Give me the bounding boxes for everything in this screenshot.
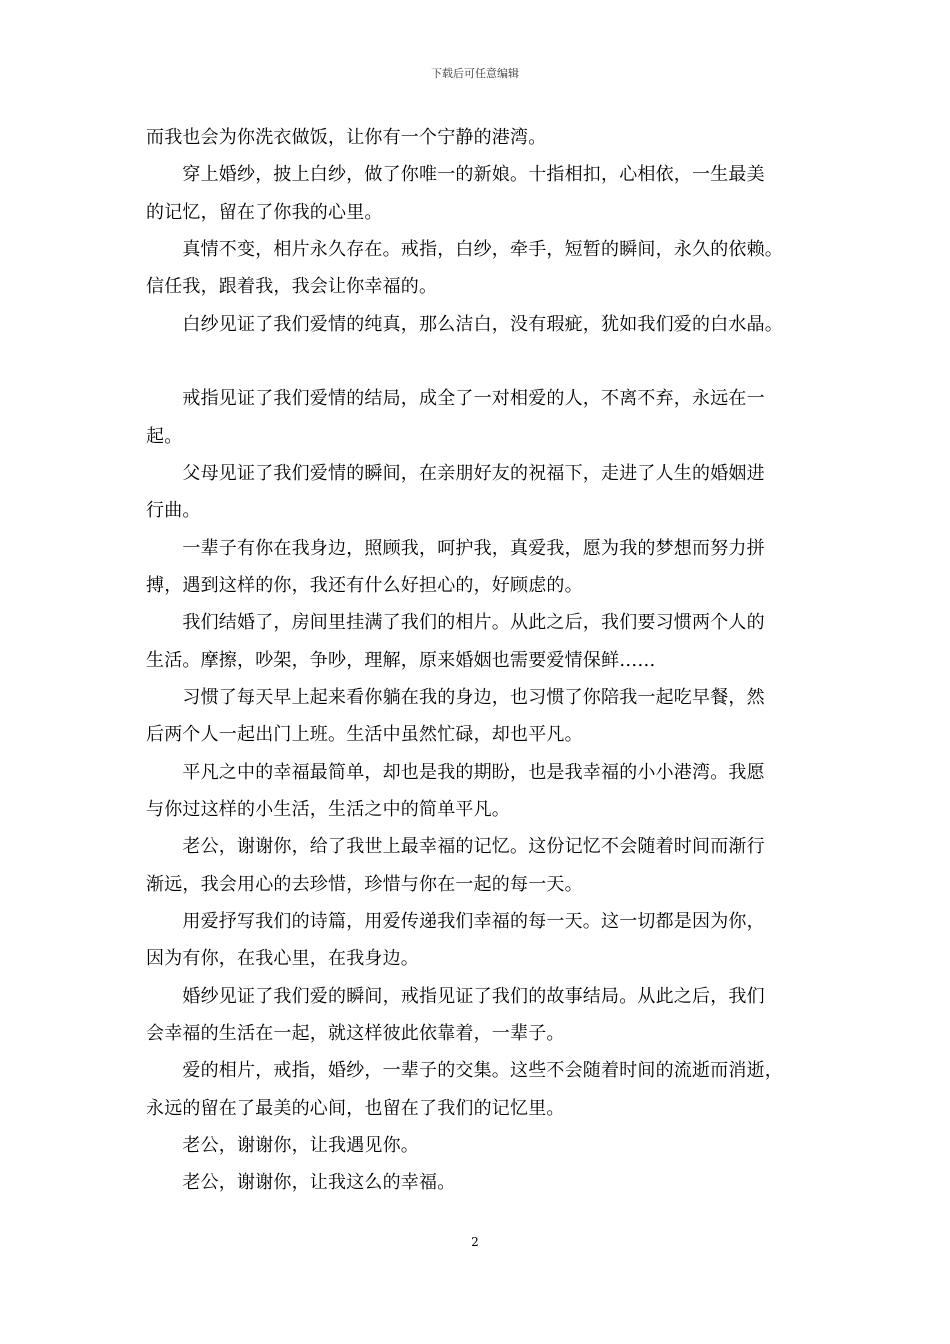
text-line: 生活。摩擦，吵架，争吵，理解，原来婚姻也需要爱情保鲜…… [146,650,656,671]
text-line: 而我也会为你洗衣做饭，让你有一个宁静的港湾。 [146,127,547,148]
text-line: 老公，谢谢你，让我这么的幸福。 [146,1172,456,1193]
text-line: 与你过这样的小生活，生活之中的简单平凡。 [146,799,510,820]
page-number: 2 [471,1235,479,1249]
text-line: 父母见证了我们爱情的瞬间，在亲朋好友的祝福下，走进了人生的婚姻进 [146,463,765,484]
text-line: 爱的相片，戒指，婚纱，一辈子的交集。这些不会随着时间的流逝而消逝， [146,1060,783,1081]
page-header: 下载后可任意编辑 [431,67,519,80]
text-line: 会幸福的生活在一起，就这样彼此依靠着，一辈子。 [146,1023,565,1044]
text-line: 起。 [146,426,183,447]
text-line: 真情不变，相片永久存在。戒指，白纱，牵手，短暂的瞬间，永久的依赖。 [146,239,783,260]
text-line: 的记忆，留在了你我的心里。 [146,202,383,223]
text-line: 我们结婚了，房间里挂满了我们的相片。从此之后，我们要习惯两个人的 [146,612,765,633]
text-line: 行曲。 [146,500,201,521]
text-line: 因为有你，在我心里，在我身边。 [146,948,419,969]
text-line: 老公，谢谢你，让我遇见你。 [146,1135,419,1156]
text-line: 搏，遇到这样的你，我还有什么好担心的，好顾虑的。 [146,575,583,596]
text-line: 平凡之中的幸福最简单，却也是我的期盼，也是我幸福的小小港湾。我愿 [146,762,765,783]
text-line: 习惯了每天早上起来看你躺在我的身边，也习惯了你陪我一起吃早餐，然 [146,687,765,708]
text-line: 老公，谢谢你，给了我世上最幸福的记忆。这份记忆不会随着时间而渐行 [146,836,765,857]
text-line: 用爱抒写我们的诗篇，用爱传递我们幸福的每一天。这一切都是因为你， [146,911,765,932]
text-line: 穿上婚纱，披上白纱，做了你唯一的新娘。十指相扣，心相依，一生最美 [146,164,765,185]
text-line: 戒指见证了我们爱情的结局，成全了一对相爱的人，不离不弃，永远在一 [146,388,765,409]
text-line: 永远的留在了最美的心间，也留在了我们的记忆里。 [146,1098,565,1119]
text-line: 婚纱见证了我们爱的瞬间，戒指见证了我们的故事结局。从此之后，我们 [146,986,765,1007]
text-line: 白纱见证了我们爱情的纯真，那么洁白，没有瑕疵，犹如我们爱的白水晶。 [146,314,783,335]
text-line: 一辈子有你在我身边，照顾我，呵护我，真爱我，愿为我的梦想而努力拼 [146,538,765,559]
text-line: 信任我，跟着我，我会让你幸福的。 [146,276,438,297]
text-line: 后两个人一起出门上班。生活中虽然忙碌，却也平凡。 [146,724,583,745]
text-line: 渐远，我会用心的去珍惜，珍惜与你在一起的每一天。 [146,874,583,895]
